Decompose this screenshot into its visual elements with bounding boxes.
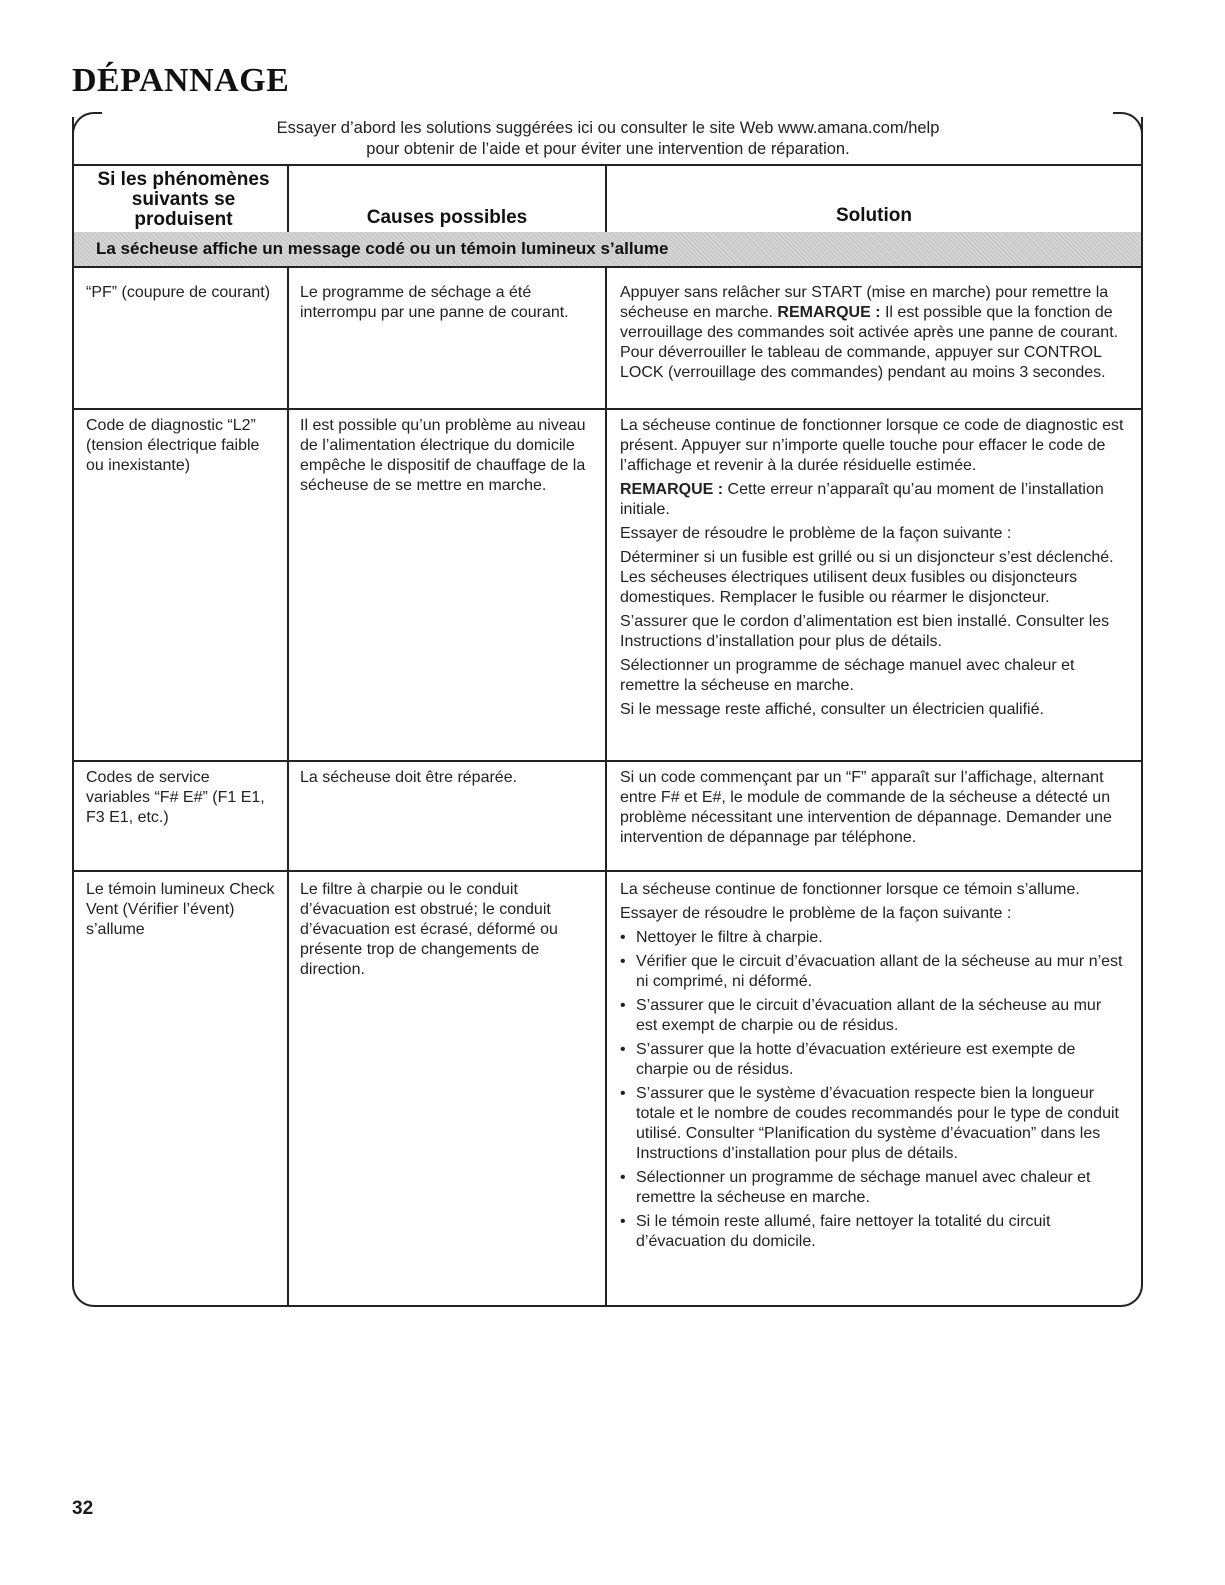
row-2-cause: Il est possible qu’un problème au niveau de l’alimentation électrique du domicile empêche le dispositif de chauffage de la sécheuse de se mettre en marche. (300, 417, 586, 494)
list-item: • Nettoyer le filtre à charpie. (620, 928, 1125, 948)
row-4-paragraph-1: La sécheuse continue de fonctionner lorsque ce témoin s’allume. (620, 881, 1080, 898)
list-item: • S’assurer que le système d’évacuation respecte bien la longueur totale et le nombre de coudes recommandés pour le type de conduit utilisé. Consulter “Planification du système d’évacuation” dans les Instructions d’installation pour plus de détails. (620, 1084, 1125, 1164)
header-symptoms-line-1: Si les phénomènes (97, 169, 270, 190)
row-1-symptom: “PF” (coupure de courant) (86, 284, 271, 301)
rule-row-2 (74, 760, 1141, 762)
row-1-solution (620, 283, 1125, 383)
intro-line-2: pour obtenir de l’aide et pour éviter une intervention de réparation. (366, 140, 850, 158)
header-symptoms (86, 170, 281, 230)
row-4-paragraph-2: Essayer de résoudre le problème de la façon suivante : (620, 905, 1012, 922)
row-2-paragraph-1: La sécheuse continue de fonctionner lorsque ce code de diagnostic est présent. Appuyer sur n’importe quelle touche pour effacer le code de l’affichage et revenir à la durée résiduelle estimée. (620, 417, 1124, 474)
row-2-paragraph-5: S’assurer que le cordon d’alimentation est bien installé. Consulter les Instructions d’installation pour plus de détails. (620, 613, 1110, 650)
row-1-note-label: REMARQUE : (777, 304, 881, 321)
row-2-note-label: REMARQUE : (620, 481, 724, 498)
row-3-cause: La sécheuse doit être réparée. (300, 769, 518, 786)
row-4-bullet-list (620, 928, 1125, 1252)
list-item: • Si le témoin reste allumé, faire nettoyer la totalité du circuit d’évacuation du domicile. (620, 1212, 1125, 1252)
row-1-solution-text-b: Il est possible que la fonction de verrouillage des commandes soit activée après une panne de courant. Pour déverrouiller le tableau de commande, appuyer sur CONTROL LOCK (verrouillage des commandes) pendant au moins 3 secondes. (620, 304, 1119, 381)
section-band (74, 232, 1141, 268)
row-2-symptom: Code de diagnostic “L2” (tension électrique faible ou inexistante) (86, 417, 260, 474)
list-item: • S’assurer que la hotte d’évacuation extérieure est exempte de charpie ou de résidus. (620, 1040, 1125, 1080)
row-2-note-text: Cette erreur n’apparaît qu’au moment de l’installation initiale. (620, 481, 1104, 518)
row-2-paragraph-7: Si le message reste affiché, consulter un électricien qualifié. (620, 701, 1044, 718)
row-3-symptom: Codes de service variables “F# E#” (F1 E1, F3 E1, etc.) (86, 769, 265, 826)
row-4-symptom: Le témoin lumineux Check Vent (Vérifier l’évent) s’allume (86, 881, 275, 938)
row-1-solution-text-a: Appuyer sans relâcher sur START (mise en marche) pour remettre la sécheuse en marche. (620, 284, 1109, 321)
header-causes: Causes possibles (366, 207, 528, 228)
page-title: DÉPANNAGE (72, 62, 290, 99)
page-number: 32 (72, 1498, 94, 1519)
column-divider-1 (287, 165, 289, 1305)
row-1-cause: Le programme de séchage a été interrompu par une panne de courant. (300, 284, 569, 321)
list-item: • Sélectionner un programme de séchage manuel avec chaleur et remettre la sécheuse en marche. (620, 1168, 1125, 1208)
row-2-paragraph-2 (620, 480, 1125, 520)
section-title: La sécheuse affiche un message codé ou un témoin lumineux s’allume (96, 239, 669, 258)
column-divider-2 (605, 165, 607, 1305)
intro-text (74, 118, 1142, 160)
list-item: • Vérifier que le circuit d’évacuation allant de la sécheuse au mur n’est ni comprimé, ni déformé. (620, 952, 1125, 992)
header-symptoms-line-3: produisent (134, 209, 233, 230)
row-4-solution (620, 880, 1125, 1256)
rule-row-3 (74, 870, 1141, 872)
intro-line-1: Essayer d’abord les solutions suggérées ici ou consulter le site Web www.amana.com/help (276, 119, 940, 137)
list-item: • S’assurer que le circuit d’évacuation allant de la sécheuse au mur est exempt de charpie ou de résidus. (620, 996, 1125, 1036)
rule-header-top (74, 164, 1141, 166)
row-3-solution: Si un code commençant par un “F” apparaît sur l’affichage, alternant entre F# et E#, le module de commande de la sécheuse a détecté un problème nécessitant une intervention de dépannage. Demander une intervention de dépannage par téléphone. (620, 769, 1112, 846)
row-2-paragraph-4: Déterminer si un fusible est grillé ou si un disjoncteur s’est déclenché. Les sécheuses électriques utilisent deux fusibles ou disjoncteurs domestiques. Remplacer le fusible ou réarmer le disjoncteur. (620, 549, 1114, 606)
header-solution: Solution (836, 205, 912, 226)
header-symptoms-line-2: suivants se (131, 189, 236, 210)
rule-row-1 (74, 408, 1141, 410)
row-2-solution (620, 416, 1125, 724)
row-2-paragraph-6: Sélectionner un programme de séchage manuel avec chaleur et remettre la sécheuse en marche. (620, 657, 1075, 694)
row-2-paragraph-3: Essayer de résoudre le problème de la façon suivante : (620, 525, 1012, 542)
row-4-cause: Le filtre à charpie ou le conduit d’évacuation est obstrué; le conduit d’évacuation est écrasé, déformé ou présente trop de changements de direction. (300, 881, 558, 978)
